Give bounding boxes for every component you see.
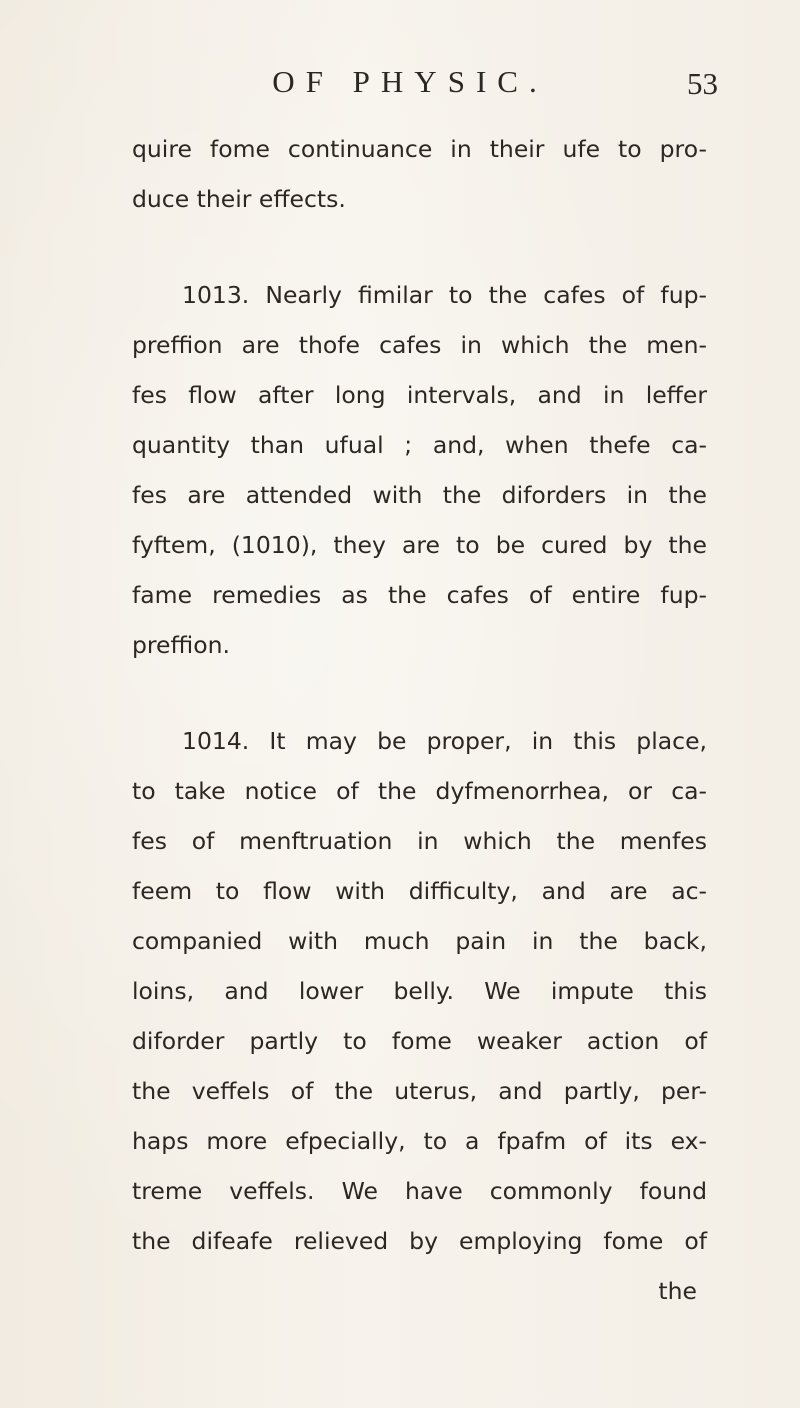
text-line: preffion are thofe cafes in which the men- [132,331,707,359]
page-header [0,64,800,104]
body-text [132,124,707,1316]
text-line: treme veffels. We have commonly found [132,1177,707,1205]
text-line: fes flow after long intervals, and in leffer [132,381,707,409]
paragraph-1014 [132,716,707,1266]
text-line: fes are attended with the diforders in the [132,481,707,509]
text-line: preffion. [132,631,230,659]
text-line: 1013. Nearly fimilar to the cafes of fup- [182,281,707,309]
running-head: OF PHYSIC. [272,64,548,99]
catchword: the [658,1277,697,1305]
text-line: duce their effects. [132,185,346,213]
text-line: quantity than ufual ; and, when thefe ca- [132,431,707,459]
text-line: diforder partly to fome weaker action of [132,1027,707,1055]
text-line: companied with much pain in the back, [132,927,707,955]
text-line: haps more efpecially, to a fpafm of its ex- [132,1127,707,1155]
text-line: fame remedies as the cafes of entire fup- [132,581,707,609]
paragraph-continuation [132,124,707,224]
text-line: the difeafe relieved by employing fome of [132,1227,707,1255]
text-line: to take notice of the dyfmenorrhea, or ca- [132,777,707,805]
text-line: 1014. It may be proper, in this place, [182,727,707,755]
text-line: the veffels of the uterus, and partly, per- [132,1077,707,1105]
text-line: feem to flow with difficulty, and are ac- [132,877,707,905]
text-line: loins, and lower belly. We impute this [132,977,707,1005]
paragraph-1013 [132,270,707,670]
page-number: 53 [687,66,718,101]
text-line: fyftem, (1010), they are to be cured by the [132,531,707,559]
text-line: quire fome continuance in their ufe to pro- [132,135,707,163]
text-line: fes of menftruation in which the menfes [132,827,707,855]
